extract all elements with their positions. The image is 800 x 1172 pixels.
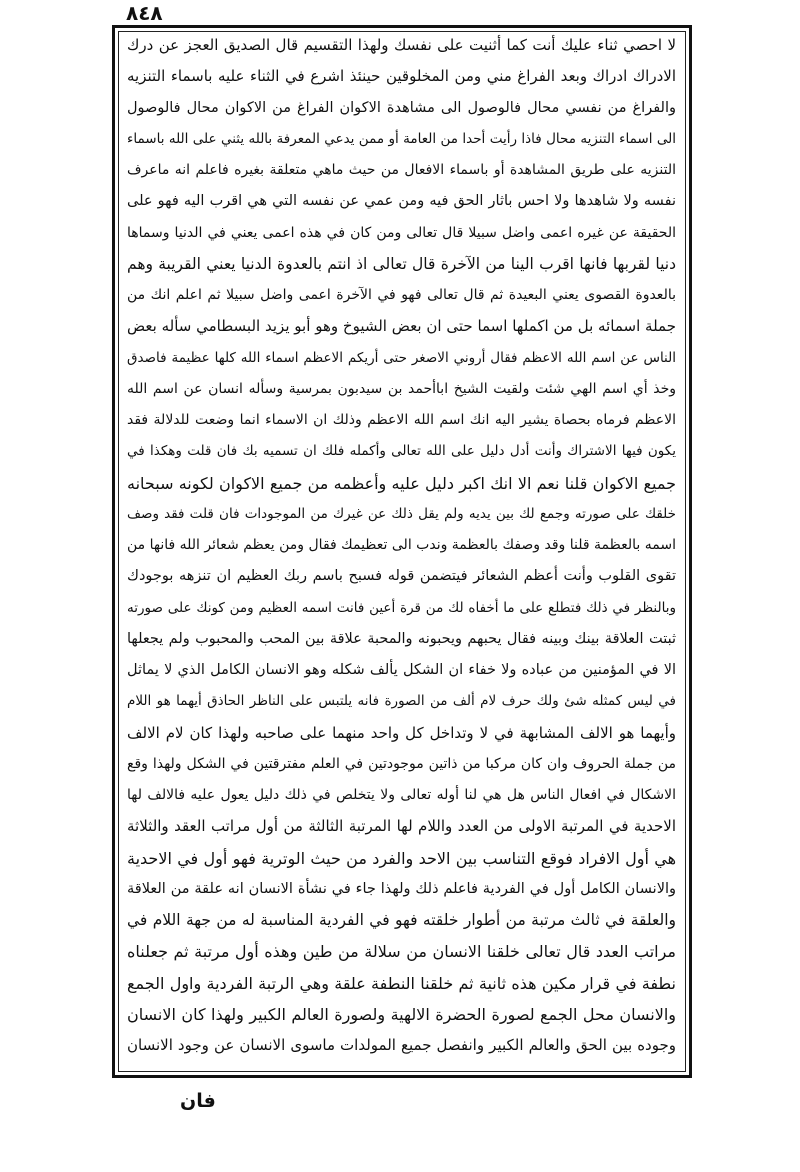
text-line: الناس عن اسم الله الاعظم فقال أروني الاصغر حتى أريكم الاعظم اسماء الله كلها عظيمة فاصدق — [127, 349, 676, 366]
text-line: جميع الاكوان قلنا نعم الا انك اكبر دليل عليه وأعظمه من جميع الاكوان لكونه سبحانه — [127, 473, 676, 493]
text-line: الى اسماء التنزيه محال فاذا رأيت أحدا من العامة أو ممن يدعي المعرفة بالله يثني على الله باسماء — [127, 130, 676, 147]
text-block — [127, 30, 676, 1061]
text-line: ثبتت العلاقة بينك وبينه فقال يحبهم ويحبونه والمحبة علاقة بين المحب والمحبوب ولم يجعلها — [127, 630, 676, 647]
text-line: جملة اسمائه بل من اكملها اسما حتى ان بعض الشيوخ وهو أبو يزيد البسطامي سأله بعض — [127, 317, 676, 336]
text-line: وبالنظر في ذلك فتطلع على ما أخفاه لك من قرة أعين فانت اسمه العظيم ومن كونك على صورته — [127, 599, 676, 616]
text-line: الحقيقة عن غيره اعمى واضل سبيلا قال تعالى ومن كان في هذه اعمى يعني في الدنيا وسماها — [127, 224, 676, 241]
text-line: تقوى القلوب وأنت أعظم الشعائر فيتضمن قوله فسبح باسم ربك العظيم ان تنزهه بوجودك — [127, 568, 676, 585]
page-number: ٨٤٨ — [126, 1, 163, 25]
catchword: فان — [180, 1090, 216, 1112]
text-line: الا في المؤمنين من عباده ولا خفاء ان الشكل يألف شكله وهو الانسان الكامل الذي لا يماثل — [127, 662, 676, 678]
text-line: الادراك ادراك وبعد الفراغ مني ومن المخلوقين حينئذ اشرع في الثناء عليه باسماء التنزيه — [127, 67, 676, 86]
text-line: نفسه ولا شاهدها ولا احس باثار الحق فيه ومن عمي عن نفسه التي هي اقرب اليه فهو على — [127, 193, 676, 210]
text-line: هي أول الافراد فوقع التناسب بين الاحد والفرد من حيث الوترية فهو أول في الاحدية — [127, 848, 676, 868]
text-line: اسمه بالعظمة قلنا وقد وصفك بالعظمة وندب الى تعظيمك فقال ومن يعظم شعائر الله فانها من — [127, 537, 676, 553]
text-line: بالعدوة القصوى يعني البعيدة ثم قال تعالى فهو في الآخرة اعمى واضل سبيلا ثم اعلم انك من — [127, 287, 676, 303]
text-line: وأيهما هو الالف المشابهة في لا وتداخل كل واحد منهما على صاحبه ولهذا كان لام الالف — [127, 723, 676, 742]
text-line: الاحدية في المرتبة الاولى من العدد واللام لها المرتبة الثالثة من أول مراتب العقد والثلاثة — [127, 817, 676, 836]
text-line: دنيا لقربها فانها اقرب الينا من الآخرة قال تعالى اذ انتم بالعدوة الدنيا يعني القريبة وهم — [127, 254, 676, 273]
text-line: والانسان الكامل أول في الفردية فاعلم ذلك ولهذا جاء في نشأة الانسان انه علقة من العلاقة — [127, 880, 676, 897]
text-line: والعلقة في ثالث مرتبة من أطوار خلقته فهو في الفردية المناسبة له من جهة اللام في — [127, 911, 676, 929]
text-line: وجوده بين الحق والعالم الكبير وانفصل جميع المولدات ماسوى الانسان عن وجود الانسان — [127, 1036, 676, 1054]
text-line: خلقك على صورته وجمع لك بين يديه ولم يقل ذلك عن غيرك من الموجودات فان قلت فقد وصف — [127, 505, 676, 522]
text-line: نطفة في قرار مكين هذه ثانية ثم خلقنا النطفة علقة وهي الرتبة الفردية واول الجمع — [127, 973, 676, 993]
text-line: مراتب العدد قال تعالى خلقنا الانسان من سلالة من طين وهذه أول مرتبة ثم جعلناه — [127, 942, 676, 962]
text-line: الاعظم فرماه بحصاة يشير اليه انك اسم الله الاعظم وذلك ان الاسماء انما وضعت للدلالة فقد — [127, 412, 676, 428]
text-line: والفراغ من نفسي محال فالوصول الى مشاهدة الاكوان الفراغ من الاكوان محال فالوصول — [127, 99, 676, 116]
text-line: يكون فيها الاشتراك وأنت أدل دليل على الله تعالى وأكمله فلك ان تسميه بك فان قلت وهكذا في — [127, 443, 676, 460]
text-line: وخذ أي اسم الهي شئت ولقيت الشيخ اباأحمد بن سيدبون بمرسية وسأله انسان عن اسم الله — [127, 380, 676, 397]
text-line: والانسان محل الجمع لصورة الحضرة الالهية ولصورة العالم الكبير ولهذا كان الانسان — [127, 1004, 676, 1024]
text-line: الاشكال في افعال الناس هل هي لنا أوله تعالى ولا يتخلص في ذلك دليل يعول عليه فالالف لها — [127, 787, 676, 803]
text-line: في ليس كمثله شئ ولك حرف لام ألف من الصورة فانه يلتبس على الناظر الحاذق أيهما هو اللام — [127, 693, 676, 710]
text-line: لا احصي ثناء عليك أنت كما أثنيت على نفسك ولهذا التقسيم قال الصديق العجز عن درك — [127, 36, 676, 54]
text-line: التنزيه على طريق المشاهدة أو باسماء الافعال من حيث ماهي متعلقة بغيره فاعلم انه ماعرف — [127, 162, 676, 178]
text-line: من جملة الحروف وان كان مركبا من ذاتين موجودتين في العلم مفترقتين في الشكل ولهذا وقع — [127, 755, 676, 772]
